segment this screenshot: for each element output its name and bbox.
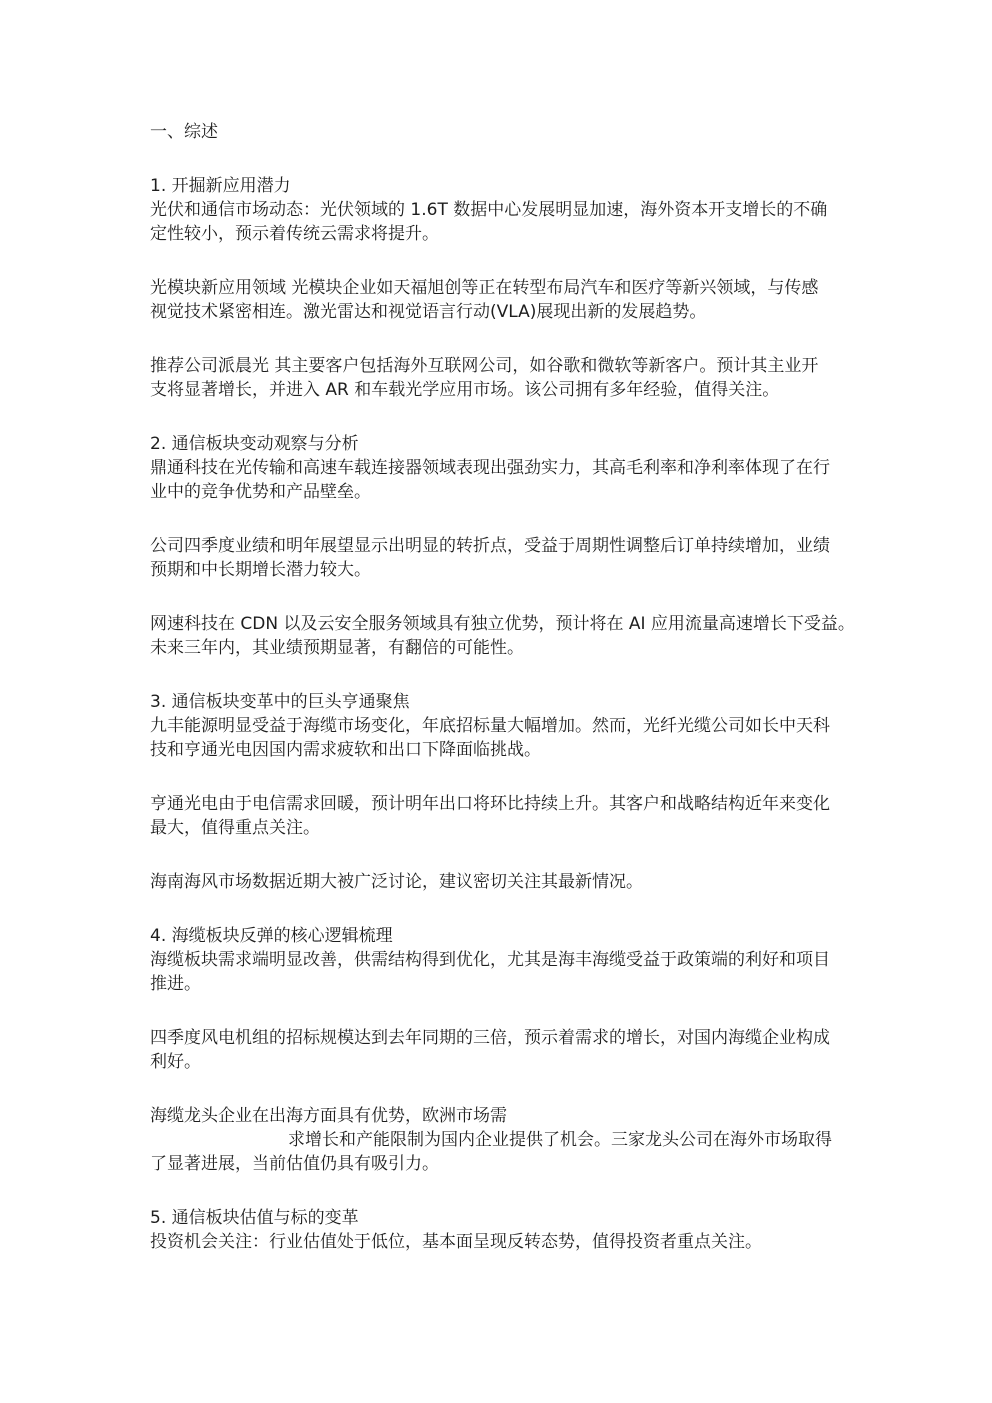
section-2-paragraph-1-line-1: 鼎通科技在光传输和高速车载连接器领域表现出强劲实力，其高毛利率和净利率体现了在行 (150, 458, 830, 478)
section-3-title: 3. 通信板块变革中的巨头亨通聚焦 (150, 692, 410, 712)
section-2-paragraph-2-line-2: 预期和中长期增长潜力较大。 (150, 560, 371, 580)
section-2-paragraph-2-line-1: 公司四季度业绩和明年展望显示出明显的转折点，受益于周期性调整后订单持续增加，业绩 (150, 536, 830, 556)
section-3-paragraph-2-line-1: 亨通光电由于电信需求回暖，预计明年出口将环比持续上升。其客户和战略结构近年来变化 (150, 794, 830, 814)
section-4-paragraph-2-line-2: 利好。 (150, 1052, 201, 1072)
section-1-paragraph-3-line-1: 推荐公司派晨光 其主要客户包括海外互联网公司，如谷歌和微软等新客户。预计其主业开 (150, 356, 819, 376)
section-2-paragraph-3-line-2: 未来三年内，其业绩预期显著，有翻倍的可能性。 (150, 638, 524, 658)
section-1-paragraph-1-line-2: 定性较小，预示着传统云需求将提升。 (150, 224, 439, 244)
section-5-paragraph-1-line-1: 投资机会关注：行业估值处于低位，基本面呈现反转态势，值得投资者重点关注。 (150, 1232, 762, 1252)
section-1-paragraph-3-line-2: 支将显著增长，并进入 AR 和车载光学应用市场。该公司拥有多年经验，值得关注。 (150, 380, 780, 400)
section-3-paragraph-1-line-2: 技和亨通光电因国内需求疲软和出口下降面临挑战。 (150, 740, 541, 760)
section-4-paragraph-1-line-1: 海缆板块需求端明显改善，供需结构得到优化，尤其是海丰海缆受益于政策端的利好和项目 (150, 950, 830, 970)
section-4-paragraph-3-line-2: 求增长和产能限制为国内企业提供了机会。三家龙头公司在海外市场取得 (288, 1130, 832, 1150)
section-4-paragraph-2-line-1: 四季度风电机组的招标规模达到去年同期的三倍，预示着需求的增长，对国内海缆企业构成 (150, 1028, 830, 1048)
section-1-paragraph-2-line-1: 光模块新应用领域 光模块企业如天福旭创等正在转型布局汽车和医疗等新兴领域，与传感 (150, 278, 819, 298)
section-3-paragraph-3-line-1: 海南海风市场数据近期大被广泛讨论，建议密切关注其最新情况。 (150, 872, 643, 892)
section-2-paragraph-3-line-1: 网速科技在 CDN 以及云安全服务领域具有独立优势，预计将在 AI 应用流量高速增长下受益。 (150, 614, 855, 634)
section-4-paragraph-1-line-2: 推进。 (150, 974, 201, 994)
section-5-title: 5. 通信板块估值与标的变革 (150, 1208, 359, 1228)
section-3-paragraph-1-line-1: 九丰能源明显受益于海缆市场变化，年底招标量大幅增加。然而，光纤光缆公司如长中天科 (150, 716, 830, 736)
section-4-paragraph-3-line-1: 海缆龙头企业在出海方面具有优势，欧洲市场需 (150, 1106, 507, 1126)
section-2-title: 2. 通信板块变动观察与分析 (150, 434, 359, 454)
section-4-title: 4. 海缆板块反弹的核心逻辑梳理 (150, 926, 393, 946)
section-1-title: 1. 开掘新应用潜力 (150, 176, 291, 196)
section-3-paragraph-2-line-2: 最大，值得重点关注。 (150, 818, 320, 838)
section-1-paragraph-1-line-1: 光伏和通信市场动态：光伏领域的 1.6T 数据中心发展明显加速，海外资本开支增长的不确 (150, 200, 828, 220)
section-heading: 一、综述 (150, 122, 218, 142)
section-1-paragraph-2-line-2: 视觉技术紧密相连。激光雷达和视觉语言行动(VLA)展现出新的发展趋势。 (150, 302, 707, 322)
section-2-paragraph-1-line-2: 业中的竞争优势和产品壁垒。 (150, 482, 371, 502)
section-4-paragraph-3-line-3: 了显著进展，当前估值仍具有吸引力。 (150, 1154, 439, 1174)
